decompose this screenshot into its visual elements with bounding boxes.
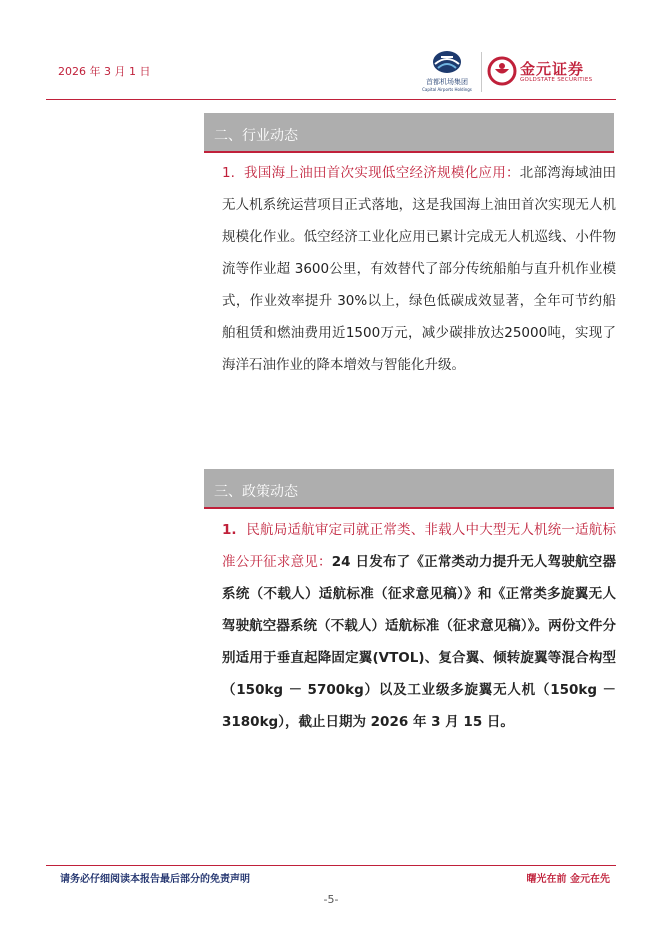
policy-item-1 xyxy=(222,514,616,738)
item-number: 1. xyxy=(222,522,237,538)
goldstate-emblem-icon xyxy=(487,56,517,86)
item-body: 24 日发布了《正常类动力提升无人驾驶航空器系统（不载人）适航标准（征求意见稿）》和《正常类多旋翼无人驾驶航空器系统（不载人）适航标准（征求意见稿）》。两份文件分别适用于垂直起降固定翼(VTOL)、复合翼、倾转旋翼等混合构型（150kg － 5700kg）以及工业级多旋翼无人机（150kg － 3180kg），截止日期为 2026 年 3 月 15 日。 xyxy=(222,554,616,730)
logo-divider xyxy=(481,52,482,92)
report-date: 2026 年 3 月 1 日 xyxy=(58,65,151,78)
capital-airports-name-en: Capital Airports Holdings xyxy=(422,87,472,92)
item-lead: 民航局适航审定司就正常类、非载人中大型无人机统一适航标准公开征求意见： xyxy=(222,522,617,570)
goldstate-logo xyxy=(487,54,607,90)
slogan-text: 曙光在前 金元在先 xyxy=(526,874,610,885)
section-underline xyxy=(204,507,614,509)
item-body: 北部湾海域油田无人机系统运营项目正式落地，这是我国海上油田首次实现无人机规模化作业。低空经济工业化应用已累计完成无人机巡线、小件物流等作业超 3600公里，有效替代了部分传统船舶与直升机作业模式，作业效率提升 30%以上，绿色低碳成效显著，全年可节约船舶租赁和燃油费用近1500万元，减少碳排放达25000吨，实现了海洋石油作业的降本增效与智能化升级。 xyxy=(222,165,616,373)
section-heading-industry xyxy=(204,113,614,153)
disclaimer-text: 请务必仔细阅读本报告最后部分的免责声明 xyxy=(60,874,250,885)
section-title: 三、政策动态 xyxy=(214,484,298,500)
section-underline xyxy=(204,151,614,153)
item-lead: 我国海上油田首次实现低空经济规模化应用： xyxy=(244,165,520,181)
section-heading-policy xyxy=(204,469,614,509)
footer-rule xyxy=(46,865,616,866)
page-number: -5- xyxy=(323,893,339,906)
industry-item-1 xyxy=(222,157,616,381)
capital-airports-name: 首都机场集团 xyxy=(426,78,468,86)
item-number: 1. xyxy=(222,165,235,181)
header-rule xyxy=(46,99,616,100)
capital-airports-emblem-icon xyxy=(432,50,462,74)
goldstate-name: 金元证券 xyxy=(520,60,585,78)
goldstate-name-en: GOLDSTATE SECURITIES xyxy=(520,77,593,83)
capital-airports-logo xyxy=(418,50,476,96)
section-title: 二、行业动态 xyxy=(214,128,298,144)
